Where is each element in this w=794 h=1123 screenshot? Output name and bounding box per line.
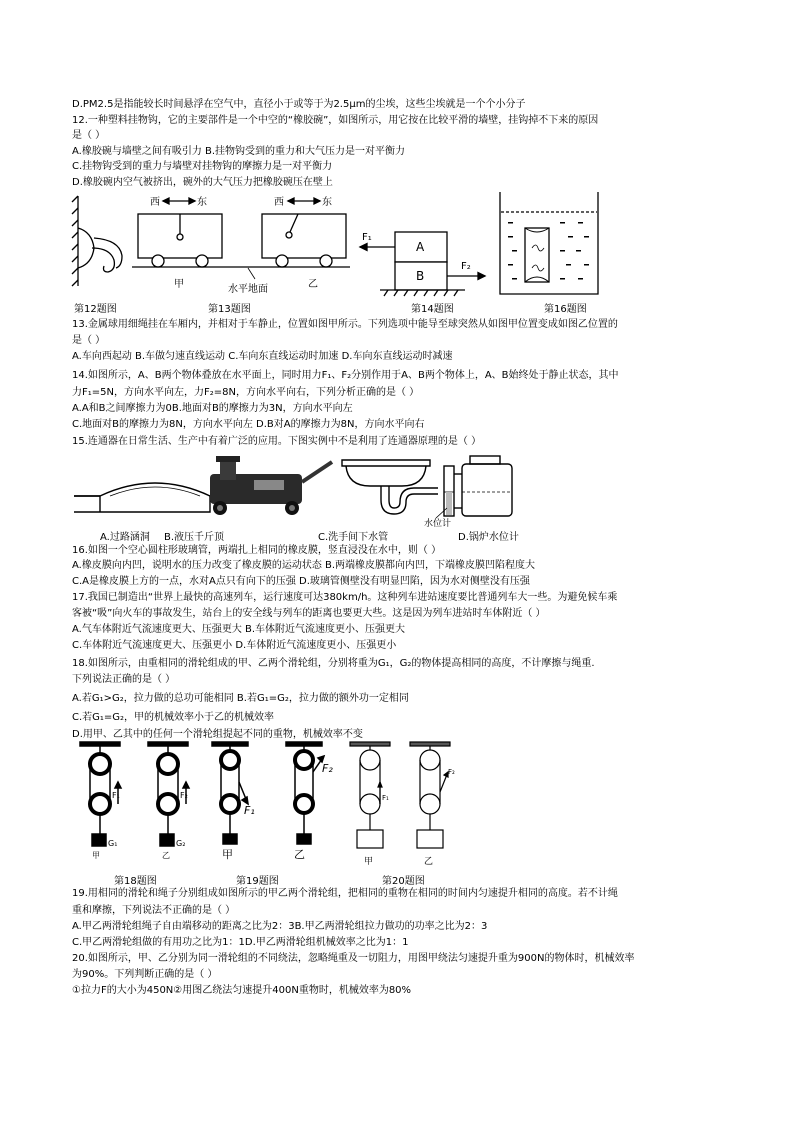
q15b-hydraulic-jack [210,456,332,515]
q13-stem-end: 是（ ） [72,335,106,346]
q19-label-jia: 甲 [222,848,233,861]
q19-pulley-yi [286,742,324,844]
q18-label-g2: G₂ [176,839,186,848]
caption-q19: 第19题图 [236,876,279,887]
q16-stem: 16.如图一个空心圆柱形玻璃管，两端扎上相同的橡皮膜，竖直浸没在水中，则（ ） [72,545,442,556]
q20-label-yi: 乙 [424,857,434,867]
q13-east-yi: 东 [322,197,332,208]
figure-row-1 [70,188,630,298]
q18-stem: 18.如图所示，由重相同的滑轮组成的甲、乙两个滑轮组，分别将重为G₁，G₂的物体提高相同的高度，不计摩擦与绳重. [72,658,595,669]
q18-label-f2: F₂ [180,791,188,800]
q18-label-jia: 甲 [92,851,100,860]
q14-options-ab: A.A和B之间摩擦力为0B.地面对B的摩擦力为3N，方向水平向左 [72,403,353,414]
q13-west-jia: 西 [150,197,160,208]
q19-stem-2: 重和摩擦，下列说法不正确的是（ ） [72,905,236,916]
figure-row-3 [72,742,472,870]
q17-options-ab: A.气车体附近气流速度更大、压强更大 B.车体附近气流速度更小、压强更大 [72,624,406,635]
q14-label-f2: F₂ [461,261,471,272]
caption-q15c: C.洗手间下水管 [318,532,389,543]
q14-label-a: A [416,240,425,254]
q18-option-c: C.若G₁=G₂，甲的机械效率小于乙的机械效率 [72,712,275,723]
q14-label-b: B [416,269,425,283]
q19-options-cd: C.甲乙两滑轮组做的有用功之比为1：1D.甲乙两滑轮组机械效率之比为1：1 [72,937,409,948]
q20-stem-2: 为90%。下列判断正确的是（ ） [72,969,218,980]
q13-stem: 13.金属球用细绳挂在车厢内，并相对于车静止，位置如图甲所示。下列选项中能导至球突然从如图甲位置变成如图乙位置的 [72,319,618,330]
q14-label-f1: F₁ [362,232,372,243]
caption-q20: 第20题图 [382,876,425,887]
caption-q18: 第18题图 [114,876,157,887]
q14-stem-2: 力F₁=5N，方向水平向左，力F₂=8N，方向水平向右，下列分析正确的是（ ） [72,387,420,398]
q19-label-f1: F₁ [244,804,255,817]
q15c-sink-drain [342,460,438,514]
q15d-boiler-gauge [436,456,512,518]
q18-label-g1: G₁ [108,839,118,848]
q13-cart-jia [138,198,222,267]
q19-pulley-jia [212,742,248,844]
q12-stem-end: 是（ ） [72,130,106,141]
figure-row-2 [70,452,550,528]
q18-label-f1: F₁ [112,791,120,800]
caption-q15b: B.液压千斤顶 [164,532,225,543]
caption-q13: 第13题图 [208,304,251,315]
q18-option-d: D.用甲、乙其中的任何一个滑轮组提起不同的重物，机械效率不变 [72,729,363,740]
q13-label-jia: 甲 [174,279,184,290]
q19-options-ab: A.甲乙两滑轮组绳子自由端移动的距离之比为2：3B.甲乙两滑轮组拉力做功的功率之比为2：3 [72,921,488,932]
q19-label-f2: F₂ [322,762,333,775]
q14-options-cd: C.地面对B的摩擦力为8N，方向水平向左 D.B对A的摩擦力为8N，方向水平向右 [72,419,425,430]
q13-cart-yi [262,198,346,267]
q13-ground-pointer [248,268,255,279]
caption-q14: 第14题图 [411,304,454,315]
q13-west-yi: 西 [274,197,284,208]
q13-options: A.车向西起动 B.车做匀速直线运动 C.车向东直线运动时加速 D.车向东直线运动时减速 [72,351,453,362]
q17-stem: 17.我国已制造出“世界上最快的高速列车，运行速度可达380km/h。这种列车进站速度要比普通列车大一些。为避免候车乘 [72,592,618,603]
line-pm25-option: D.PM2.5是指能较长时间悬浮在空气中，直径小于或等于为2.5μm的尘埃，这些尘埃就是一个个小分子 [72,99,526,110]
q20-pulley-yi [410,742,450,848]
caption-q15a: A.过路涵洞 [100,532,150,543]
q20-label-f1: F₁ [382,794,389,802]
q12-hook-figure [72,196,122,286]
q20-stem: 20.如图所示，甲、乙分别为同一滑轮组的不同绕法，忽略绳重及一切阻力，用图甲绕法匀速提升重为900N的物体时，机械效率 [72,953,635,964]
q17-options-cd: C.车体附近气流速度更大、压强更小 D.车体附近气流速度更小、压强更小 [72,640,397,651]
q15d-gauge-label: 水位计 [424,519,452,529]
q16-options-cd: C.A是橡皮膜上方的一点，水对A点只有向下的压强 D.玻璃管侧壁没有明显凹陷，因为水对侧壁没有压强 [72,576,530,587]
q13-label-yi: 乙 [308,279,318,290]
q12-options-ab: A.橡胶碗与墙壁之间有吸引力 B.挂物钩受到的重力和大气压力是一对平衡力 [72,146,406,157]
q18-label-yi: 乙 [162,851,170,860]
q20-label-f2: F₂ [448,768,455,776]
q19-stem: 19.用相同的滑轮和绳子分别组成如图所示的甲乙两个滑轮组，把相同的重物在相同的时间内匀速提升相同的高度。若不计绳 [72,888,618,899]
q14-stem: 14.如图所示，A、B两个物体叠放在水平面上，同时用力F₁、F₂分别作用于A、B两个物体上，A、B始终处于静止状态，其中 [72,370,619,381]
q16-options-ab: A.橡皮膜向内凹，说明水的压力改变了橡皮膜的运动状态 B.两端橡皮膜都向内凹，下端橡皮膜凹陷程度大 [72,560,536,571]
q13-ground-label: 水平地面 [228,284,268,295]
q12-stem: 12.一种塑料挂物钩，它的主要部件是一个中空的“橡胶碗”，如图所示，用它按在比较平滑的墙壁，挂钩掉不下来的原因 [72,115,599,126]
q12-option-d: D.橡胶碗内空气被挤出，碗外的大气压力把橡胶碗压在壁上 [72,177,333,188]
q20-label-jia: 甲 [364,857,374,867]
q18-options-ab: A.若G₁>G₂，拉力做的总功可能相同 B.若G₁=G₂，拉力做的额外功一定相同 [72,693,409,704]
q18-stem-2: 下列说法正确的是（ ） [72,674,176,685]
q20-statements: ①拉力F的大小为450N②用图乙绕法匀速提升400N重物时，机械效率为80% [72,985,412,996]
q17-stem-2: 客被“吸”向火车的事故发生，站台上的安全线与列车的距离也要更大些。这是因为列车进站时车体附近（ ） [72,608,546,619]
q12-option-c: C.挂物钩受到的重力与墙壁对挂物钩的摩擦力是一对平衡力 [72,161,333,172]
caption-q12: 第12题图 [74,304,117,315]
q13-east-jia: 东 [197,197,207,208]
caption-q15d: D.锅炉水位计 [458,532,519,543]
caption-q16: 第16题图 [544,304,587,315]
q15-stem: 15.连通器在日常生活、生产中有着广泛的应用。下图实例中不是利用了连通器原理的是（ ） [72,436,482,447]
q19-label-yi: 乙 [294,848,305,861]
